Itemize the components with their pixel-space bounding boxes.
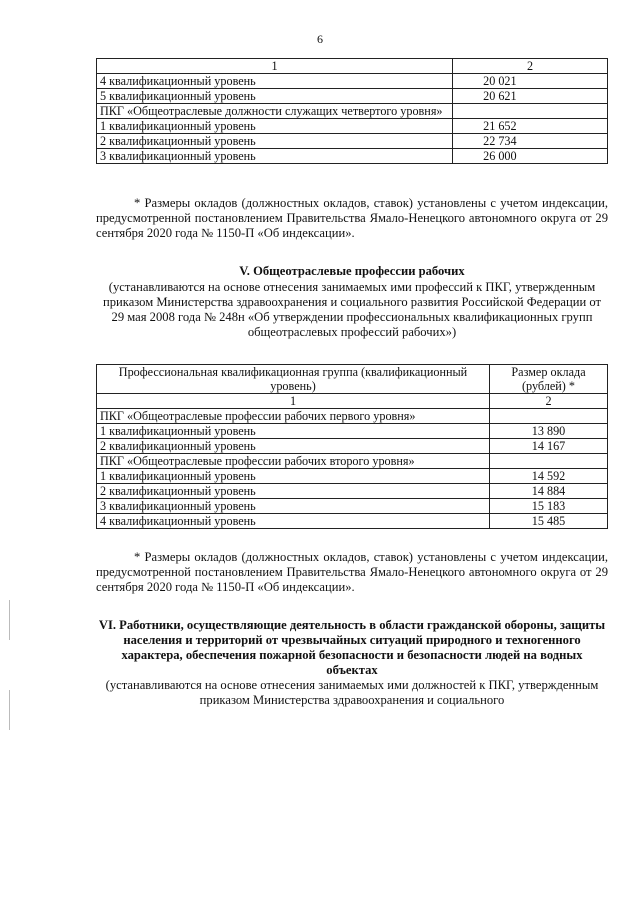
level-label: 3 квалификационный уровень	[97, 499, 490, 514]
table-row	[97, 469, 608, 484]
salary-value: 14 167	[490, 439, 608, 454]
group-label: ПКГ «Общеотраслевые профессии рабочих второго уровня»	[97, 454, 490, 469]
table-row	[97, 514, 608, 529]
table-number-row	[97, 394, 608, 409]
level-label: 4 квалификационный уровень	[97, 514, 490, 529]
table-row	[97, 104, 608, 119]
section-subtitle: (устанавливаются на основе отнесения занимаемых ими профессий к ПКГ, утвержденным приказом Министерства здравоохранения и социального развития Российской Федерации от 29 мая 2008 года № 248н «Об утверждении профессиональных квалификационных групп общеотраслевых профессий рабочих»)	[102, 280, 601, 339]
column-number: 1	[97, 394, 490, 409]
column-header: Размер оклада (рублей) *	[490, 365, 608, 394]
section-subtitle: (устанавливаются на основе отнесения занимаемых ими должностей к ПКГ, утвержденным приказом Министерства здравоохранения и социального	[105, 678, 599, 707]
column-number: 2	[453, 59, 608, 74]
table-row	[97, 89, 608, 104]
salary-value: 14 592	[490, 469, 608, 484]
table-row	[97, 134, 608, 149]
salary-value: 14 884	[490, 484, 608, 499]
margin-mark	[9, 600, 10, 640]
level-label: 3 квалификационный уровень	[97, 149, 453, 164]
table-row	[97, 424, 608, 439]
salary-table-continued	[96, 58, 608, 164]
salary-value	[490, 409, 608, 424]
footnote: * Размеры окладов (должностных окладов, ставок) установлены с учетом индексации, предусмотренной постановлением Правительства Ямало-Ненецкого автономного округа от 29 сентября 2020 года № 1150-П «Об индексации».	[96, 196, 608, 240]
level-label: 1 квалификационный уровень	[97, 119, 453, 134]
salary-value	[490, 454, 608, 469]
salary-value: 21 652	[453, 119, 608, 134]
salary-value	[453, 104, 608, 119]
table-row	[97, 119, 608, 134]
table-row	[97, 74, 608, 89]
column-number: 2	[490, 394, 608, 409]
salary-value: 15 183	[490, 499, 608, 514]
level-label: 5 квалификационный уровень	[97, 89, 453, 104]
group-label: ПКГ «Общеотраслевые должности служащих четвертого уровня»	[97, 104, 453, 119]
group-label: ПКГ «Общеотраслевые профессии рабочих первого уровня»	[97, 409, 490, 424]
salary-value: 26 000	[453, 149, 608, 164]
table-row	[97, 149, 608, 164]
salary-table-workers	[96, 364, 608, 529]
level-label: 1 квалификационный уровень	[97, 424, 490, 439]
salary-value: 15 485	[490, 514, 608, 529]
table-row	[97, 499, 608, 514]
table-header-row	[97, 365, 608, 394]
salary-value: 20 621	[453, 89, 608, 104]
salary-value: 20 021	[453, 74, 608, 89]
section-title: V. Общеотраслевые профессии рабочих	[239, 264, 465, 278]
table-header-row	[97, 59, 608, 74]
level-label: 2 квалификационный уровень	[97, 484, 490, 499]
section-title: VI. Работники, осуществляющие деятельность в области гражданской обороны, защиты населения и территорий от чрезвычайных ситуаций природного и техногенного характера, обеспечения пожарной безопасности и безопасности людей на водных объектах	[98, 618, 606, 677]
column-header: Профессиональная квалификационная группа (квалификационный уровень)	[97, 365, 490, 394]
table-row	[97, 484, 608, 499]
page-number: 6	[317, 32, 323, 46]
footnote: * Размеры окладов (должностных окладов, ставок) установлены с учетом индексации, предусмотренной постановлением Правительства Ямало-Ненецкого автономного округа от 29 сентября 2020 года № 1150-П «Об индексации».	[96, 550, 608, 594]
table-row	[97, 439, 608, 454]
margin-mark	[9, 690, 10, 730]
level-label: 2 квалификационный уровень	[97, 439, 490, 454]
table-row	[97, 409, 608, 424]
level-label: 2 квалификационный уровень	[97, 134, 453, 149]
column-number: 1	[97, 59, 453, 74]
level-label: 1 квалификационный уровень	[97, 469, 490, 484]
level-label: 4 квалификационный уровень	[97, 74, 453, 89]
salary-value: 13 890	[490, 424, 608, 439]
salary-value: 22 734	[453, 134, 608, 149]
table-row	[97, 454, 608, 469]
